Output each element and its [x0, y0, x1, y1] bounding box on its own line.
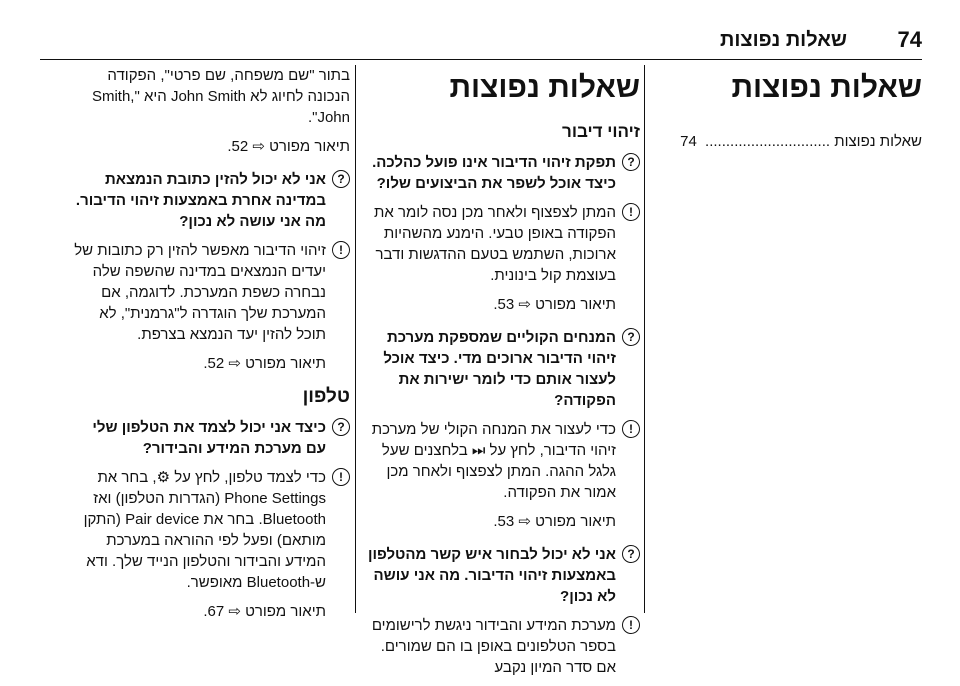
column-speech — [362, 65, 640, 686]
faq-answer-block — [362, 202, 640, 315]
exclamation-circle-icon: ! — [622, 616, 640, 634]
column-divider-left — [355, 65, 356, 613]
faq-question: המנחים הקוליים שמספקת מערכת זיהוי הדיבור ארוכים מדי. כיצד אוכל לעצור אותם כדי לומר ישירות את הפקודה? — [383, 329, 616, 409]
chapter-title: שאלות נפוצות — [731, 71, 922, 104]
running-title: שאלות נפוצות — [720, 29, 847, 51]
toc-dots: .............................. — [705, 133, 831, 150]
header-divider — [40, 59, 922, 60]
faq-question: אני לא יכול לבחור איש קשר מהטלפון באמצעות זיהוי הדיבור. מה אני עושה לא נכון? — [367, 546, 616, 605]
toc-entry[interactable] — [650, 131, 922, 152]
toc-label: שאלות נפוצות — [834, 133, 922, 150]
question-circle-icon: ? — [622, 545, 640, 563]
page-header — [40, 27, 922, 55]
faq-answer-block — [362, 615, 640, 678]
faq-item — [362, 152, 640, 194]
faq-question: אני לא יכול להזין כתובת הנמצאת במדינה אחרת באמצעות זיהוי הדיבור. מה אני עושה לא נכון? — [75, 171, 326, 230]
question-circle-icon: ? — [622, 153, 640, 171]
subsection-title: טלפון — [302, 386, 350, 407]
question-circle-icon: ? — [332, 418, 350, 436]
question-circle-icon: ? — [622, 328, 640, 346]
faq-item — [362, 544, 640, 607]
page-number: 74 — [897, 27, 922, 52]
faq-answer: כדי לעצור את המנחה הקולי של מערכת זיהוי הדיבור, לחץ על ⏭ בלחצנים שעל גלגל ההגה. המתן לצפצוף ולאחר מכן אמור את הפקודה. — [371, 421, 616, 501]
faq-answer: מערכת המידע והבידור ניגשת לרישומים בספר הטלפונים באופן בו הם שמורים. אם סדר המיון נקבע — [371, 617, 616, 676]
faq-answer: המתן לצפצוף ולאחר מכן נסה לומר את הפקודה באופן טבעי. הימנע מהשהיות ארוכות, השתמש בטעם ההדגשות ודבר בעוצמת קול בינונית. — [374, 204, 616, 284]
faq-item — [72, 417, 350, 459]
reference-link[interactable]: תיאור מפורט ⇨ 53. — [493, 296, 616, 313]
reference-link[interactable]: תיאור מפורט ⇨ 52. — [203, 355, 326, 372]
subsection-title: זיהוי דיבור — [562, 122, 640, 141]
reference-link[interactable]: תיאור מפורט ⇨ 52. — [227, 138, 350, 155]
toc-page: 74 — [680, 133, 697, 150]
reference-link[interactable]: תיאור מפורט ⇨ 67. — [203, 603, 326, 620]
reference-link[interactable]: תיאור מפורט ⇨ 53. — [493, 513, 616, 530]
faq-item — [72, 169, 350, 232]
faq-answer-block — [72, 240, 350, 374]
column-toc — [650, 65, 922, 152]
exclamation-circle-icon: ! — [622, 203, 640, 221]
continued-text: בתור "שם משפחה, שם פרטי", הפקודה הנכונה לחיוג לא John Smith היא "Smith, John". — [91, 67, 350, 126]
column-divider-right — [644, 65, 645, 613]
section-title: שאלות נפוצות — [449, 71, 640, 104]
exclamation-circle-icon: ! — [622, 420, 640, 438]
faq-answer-block — [362, 419, 640, 532]
column-phone — [72, 65, 350, 634]
question-circle-icon: ? — [332, 170, 350, 188]
faq-item — [362, 327, 640, 411]
exclamation-circle-icon: ! — [332, 241, 350, 259]
faq-answer: זיהוי הדיבור מאפשר להזין רק כתובות של יעדים הנמצאים במדינה שהשפה שלה נבחרה כשפת המערכת. לדוגמה, אם המערכת שלך הוגדרה ל"גרמנית", לא תוכל להזין יעד הנמצא בצרפת. — [74, 242, 326, 343]
exclamation-circle-icon: ! — [332, 468, 350, 486]
faq-question: תפקת זיהוי הדיבור אינו פועל כהלכה. כיצד אוכל לשפר את הביצועים שלו? — [372, 154, 616, 192]
faq-answer: כדי לצמד טלפון, לחץ על ⚙, בחר את Phone Settings (הגדרות הטלפון) ואז Bluetooth. בחר את Pair device (התקן מותאם) ופעל לפי ההוראה במערכת המידע והבידור והטלפון הנייד שלך. ודא ש-Bluetooth מאופשר. — [83, 469, 326, 591]
faq-question: כיצד אני יכול לצמד את הטלפון שלי עם מערכת המידע והבידור? — [92, 419, 326, 457]
faq-answer-block — [72, 467, 350, 622]
